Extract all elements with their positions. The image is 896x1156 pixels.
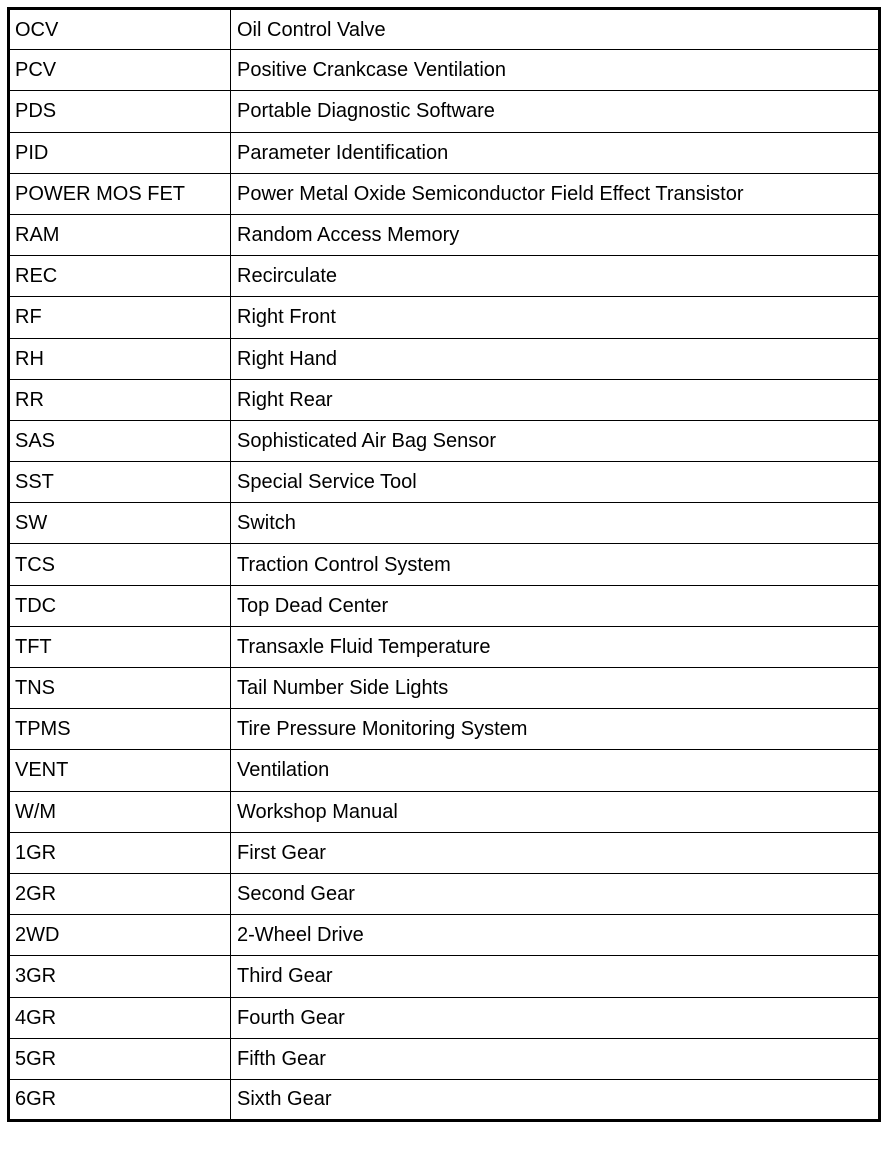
- abbreviation-cell: POWER MOS FET: [9, 173, 231, 214]
- meaning-cell: Portable Diagnostic Software: [231, 91, 880, 132]
- abbreviation-cell: VENT: [9, 750, 231, 791]
- abbreviation-cell: TCS: [9, 544, 231, 585]
- table-row: [9, 915, 880, 956]
- table-row: [9, 668, 880, 709]
- meaning-cell: Top Dead Center: [231, 585, 880, 626]
- table-row: [9, 379, 880, 420]
- table-row: [9, 1038, 880, 1079]
- abbreviation-cell: TDC: [9, 585, 231, 626]
- table-row: [9, 503, 880, 544]
- table-row: [9, 750, 880, 791]
- abbreviation-cell: PID: [9, 132, 231, 173]
- table-row: [9, 132, 880, 173]
- abbreviation-cell: 4GR: [9, 997, 231, 1038]
- table-row: [9, 256, 880, 297]
- meaning-cell: Fifth Gear: [231, 1038, 880, 1079]
- table-row: [9, 791, 880, 832]
- meaning-cell: Right Hand: [231, 338, 880, 379]
- meaning-cell: Workshop Manual: [231, 791, 880, 832]
- table-row: [9, 709, 880, 750]
- meaning-cell: Ventilation: [231, 750, 880, 791]
- meaning-cell: Second Gear: [231, 873, 880, 914]
- meaning-cell: Sixth Gear: [231, 1079, 880, 1120]
- table-row: [9, 50, 880, 91]
- abbreviation-cell: SAS: [9, 420, 231, 461]
- table-row: [9, 832, 880, 873]
- meaning-cell: Sophisticated Air Bag Sensor: [231, 420, 880, 461]
- meaning-cell: Power Metal Oxide Semiconductor Field Effect Transistor: [231, 173, 880, 214]
- table-row: [9, 338, 880, 379]
- abbreviation-cell: RH: [9, 338, 231, 379]
- meaning-cell: First Gear: [231, 832, 880, 873]
- meaning-cell: Tire Pressure Monitoring System: [231, 709, 880, 750]
- table-row: [9, 9, 880, 50]
- abbreviation-cell: 2GR: [9, 873, 231, 914]
- meaning-cell: Traction Control System: [231, 544, 880, 585]
- abbreviation-cell: PCV: [9, 50, 231, 91]
- table-row: [9, 173, 880, 214]
- meaning-cell: Recirculate: [231, 256, 880, 297]
- abbreviation-cell: TFT: [9, 626, 231, 667]
- table-row: [9, 956, 880, 997]
- abbreviation-cell: W/M: [9, 791, 231, 832]
- meaning-cell: Right Front: [231, 297, 880, 338]
- table-row: [9, 585, 880, 626]
- table-row: [9, 420, 880, 461]
- abbreviation-cell: RR: [9, 379, 231, 420]
- table-row: [9, 462, 880, 503]
- abbreviation-cell: RF: [9, 297, 231, 338]
- abbreviation-cell: 3GR: [9, 956, 231, 997]
- meaning-cell: 2-Wheel Drive: [231, 915, 880, 956]
- abbreviation-cell: 6GR: [9, 1079, 231, 1120]
- meaning-cell: Switch: [231, 503, 880, 544]
- table-row: [9, 91, 880, 132]
- abbreviation-cell: 1GR: [9, 832, 231, 873]
- abbreviation-cell: SST: [9, 462, 231, 503]
- table-row: [9, 997, 880, 1038]
- table-row: [9, 297, 880, 338]
- abbreviation-cell: REC: [9, 256, 231, 297]
- table-row: [9, 1079, 880, 1120]
- meaning-cell: Positive Crankcase Ventilation: [231, 50, 880, 91]
- meaning-cell: Oil Control Valve: [231, 9, 880, 50]
- meaning-cell: Transaxle Fluid Temperature: [231, 626, 880, 667]
- abbreviation-cell: 2WD: [9, 915, 231, 956]
- meaning-cell: Random Access Memory: [231, 214, 880, 255]
- abbreviation-table: [7, 7, 881, 1122]
- table-row: [9, 626, 880, 667]
- abbreviation-cell: TPMS: [9, 709, 231, 750]
- abbreviation-cell: TNS: [9, 668, 231, 709]
- meaning-cell: Special Service Tool: [231, 462, 880, 503]
- meaning-cell: Fourth Gear: [231, 997, 880, 1038]
- abbreviation-cell: SW: [9, 503, 231, 544]
- table-row: [9, 873, 880, 914]
- abbreviation-cell: PDS: [9, 91, 231, 132]
- meaning-cell: Tail Number Side Lights: [231, 668, 880, 709]
- abbreviation-cell: 5GR: [9, 1038, 231, 1079]
- meaning-cell: Right Rear: [231, 379, 880, 420]
- meaning-cell: Parameter Identification: [231, 132, 880, 173]
- abbreviation-cell: RAM: [9, 214, 231, 255]
- abbreviation-cell: OCV: [9, 9, 231, 50]
- table-row: [9, 214, 880, 255]
- meaning-cell: Third Gear: [231, 956, 880, 997]
- table-row: [9, 544, 880, 585]
- abbreviation-table-body: [9, 9, 880, 1121]
